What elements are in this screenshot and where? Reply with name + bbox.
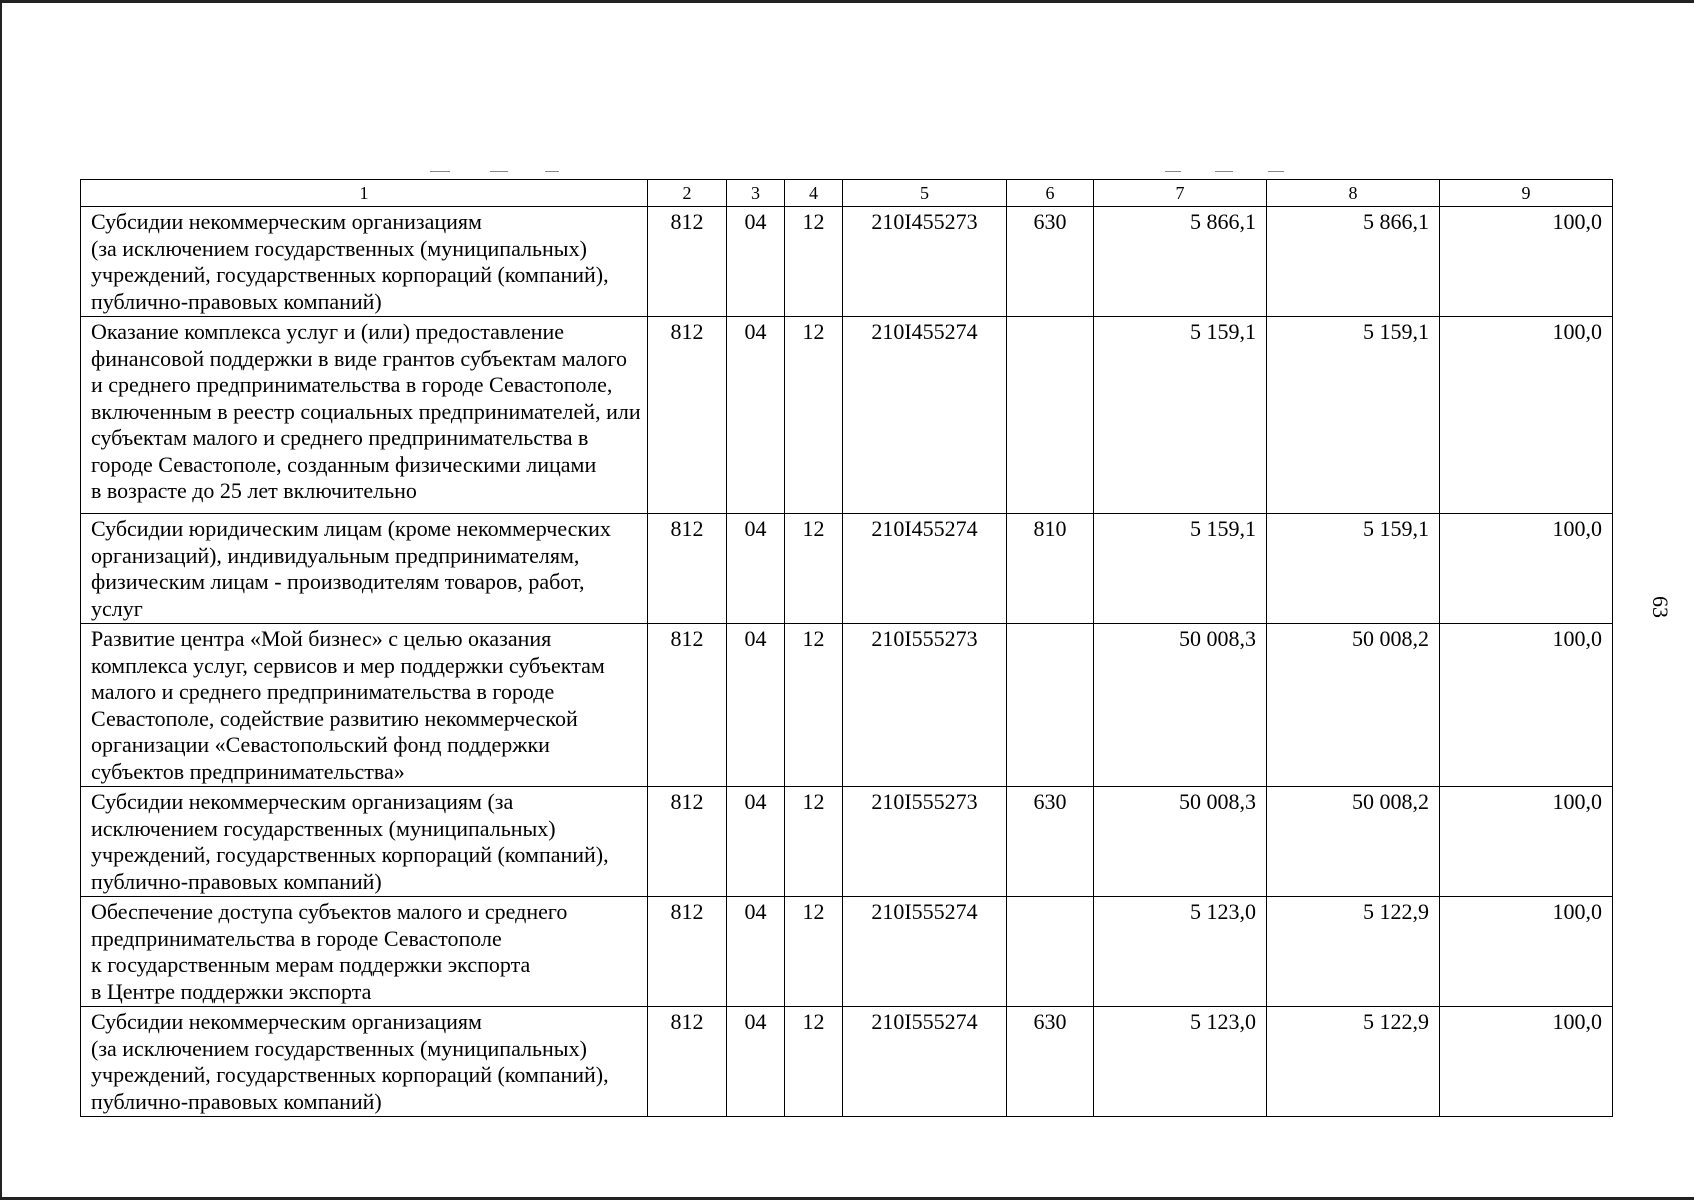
subsection-cell: 12 xyxy=(785,897,843,1007)
table-row xyxy=(81,514,1613,624)
target-article-cell: 210I555274 xyxy=(843,897,1007,1007)
execution-percent-cell: 100,0 xyxy=(1440,787,1613,897)
table-row xyxy=(81,1007,1613,1117)
execution-percent-cell: 100,0 xyxy=(1440,897,1613,1007)
column-header-6: 6 xyxy=(1007,180,1094,207)
expense-type-cell xyxy=(1007,317,1094,514)
table-row xyxy=(81,897,1613,1007)
column-header-1: 1 xyxy=(81,180,648,207)
admin-code-cell: 812 xyxy=(648,787,727,897)
expense-type-cell xyxy=(1007,897,1094,1007)
target-article-cell: 210I555273 xyxy=(843,624,1007,787)
execution-percent-cell: 100,0 xyxy=(1440,514,1613,624)
subsection-cell: 12 xyxy=(785,207,843,317)
planned-amount-cell: 50 008,3 xyxy=(1094,787,1267,897)
column-header-9: 9 xyxy=(1440,180,1613,207)
section-cell: 04 xyxy=(727,897,785,1007)
planned-amount-cell: 5 866,1 xyxy=(1094,207,1267,317)
executed-amount-cell: 5 866,1 xyxy=(1267,207,1440,317)
execution-percent-cell: 100,0 xyxy=(1440,1007,1613,1117)
target-article-cell: 210I455273 xyxy=(843,207,1007,317)
expense-type-cell xyxy=(1007,624,1094,787)
column-header-2: 2 xyxy=(648,180,727,207)
section-cell: 04 xyxy=(727,207,785,317)
table-row xyxy=(81,624,1613,787)
header-row xyxy=(81,180,1613,207)
planned-amount-cell: 50 008,3 xyxy=(1094,624,1267,787)
section-cell: 04 xyxy=(727,787,785,897)
table-row xyxy=(81,207,1613,317)
admin-code-cell: 812 xyxy=(648,514,727,624)
column-header-5: 5 xyxy=(843,180,1007,207)
expense-type-cell: 630 xyxy=(1007,1007,1094,1117)
scan-mark xyxy=(1215,171,1233,172)
target-article-cell: 210I555273 xyxy=(843,787,1007,897)
planned-amount-cell: 5 123,0 xyxy=(1094,897,1267,1007)
planned-amount-cell: 5 159,1 xyxy=(1094,514,1267,624)
row-name-cell: Развитие центра «Мой бизнес» с целью оказания комплекса услуг, сервисов и мер поддержки субъектам малого и среднего предпринимательства в городе Севастополе, содействие развитию некоммерческой организации «Севастопольский фонд поддержки субъектов предпринимательства» xyxy=(81,624,648,787)
section-cell: 04 xyxy=(727,317,785,514)
row-name-cell: Оказание комплекса услуг и (или) предоставление финансовой поддержки в виде грантов субъектам малого и среднего предпринимательства в городе Севастополе, включенным в реестр социальных предпринимателей, или субъектам малого и среднего предпринимательства в городе Севастополе, созданным физическими лицами в возрасте до 25 лет включительно xyxy=(81,317,648,514)
admin-code-cell: 812 xyxy=(648,624,727,787)
row-name-cell: Субсидии некоммерческим организациям (за исключением государственных (муниципальных) учреждений, государственных корпораций (компаний), публично-правовых компаний) xyxy=(81,1007,648,1117)
admin-code-cell: 812 xyxy=(648,207,727,317)
budget-table xyxy=(80,179,1613,1117)
row-name-cell: Субсидии некоммерческим организациям (за исключением государственных (муниципальных) учреждений, государственных корпораций (компаний), публично-правовых компаний) xyxy=(81,207,648,317)
planned-amount-cell: 5 159,1 xyxy=(1094,317,1267,514)
admin-code-cell: 812 xyxy=(648,317,727,514)
table-body xyxy=(81,207,1613,1117)
column-header-3: 3 xyxy=(727,180,785,207)
page-number: 63 xyxy=(1648,596,1673,618)
executed-amount-cell: 50 008,2 xyxy=(1267,787,1440,897)
target-article-cell: 210I555274 xyxy=(843,1007,1007,1117)
scan-mark xyxy=(545,171,559,172)
row-name-cell: Субсидии юридическим лицам (кроме некоммерческих организаций), индивидуальным предпринимателям, физическим лицам - производителям товаров, работ, услуг xyxy=(81,514,648,624)
scan-mark xyxy=(1165,171,1181,172)
executed-amount-cell: 50 008,2 xyxy=(1267,624,1440,787)
expense-type-cell: 810 xyxy=(1007,514,1094,624)
column-header-8: 8 xyxy=(1267,180,1440,207)
expense-type-cell: 630 xyxy=(1007,207,1094,317)
row-name-cell: Обеспечение доступа субъектов малого и среднего предпринимательства в городе Севастополе к государственным мерам поддержки экспорта в Центре поддержки экспорта xyxy=(81,897,648,1007)
section-cell: 04 xyxy=(727,514,785,624)
scan-mark xyxy=(430,171,450,172)
table-row xyxy=(81,787,1613,897)
subsection-cell: 12 xyxy=(785,514,843,624)
subsection-cell: 12 xyxy=(785,1007,843,1117)
subsection-cell: 12 xyxy=(785,787,843,897)
row-name-cell: Субсидии некоммерческим организациям (за исключением государственных (муниципальных) учреждений, государственных корпораций (компаний), публично-правовых компаний) xyxy=(81,787,648,897)
expense-type-cell: 630 xyxy=(1007,787,1094,897)
target-article-cell: 210I455274 xyxy=(843,317,1007,514)
subsection-cell: 12 xyxy=(785,317,843,514)
planned-amount-cell: 5 123,0 xyxy=(1094,1007,1267,1117)
executed-amount-cell: 5 159,1 xyxy=(1267,317,1440,514)
target-article-cell: 210I455274 xyxy=(843,514,1007,624)
scan-mark xyxy=(490,171,508,172)
column-header-7: 7 xyxy=(1094,180,1267,207)
section-cell: 04 xyxy=(727,624,785,787)
subsection-cell: 12 xyxy=(785,624,843,787)
column-header-4: 4 xyxy=(785,180,843,207)
admin-code-cell: 812 xyxy=(648,897,727,1007)
section-cell: 04 xyxy=(727,1007,785,1117)
execution-percent-cell: 100,0 xyxy=(1440,317,1613,514)
executed-amount-cell: 5 122,9 xyxy=(1267,897,1440,1007)
scan-mark xyxy=(1268,171,1284,172)
table-row xyxy=(81,317,1613,514)
executed-amount-cell: 5 122,9 xyxy=(1267,1007,1440,1117)
execution-percent-cell: 100,0 xyxy=(1440,624,1613,787)
executed-amount-cell: 5 159,1 xyxy=(1267,514,1440,624)
admin-code-cell: 812 xyxy=(648,1007,727,1117)
execution-percent-cell: 100,0 xyxy=(1440,207,1613,317)
